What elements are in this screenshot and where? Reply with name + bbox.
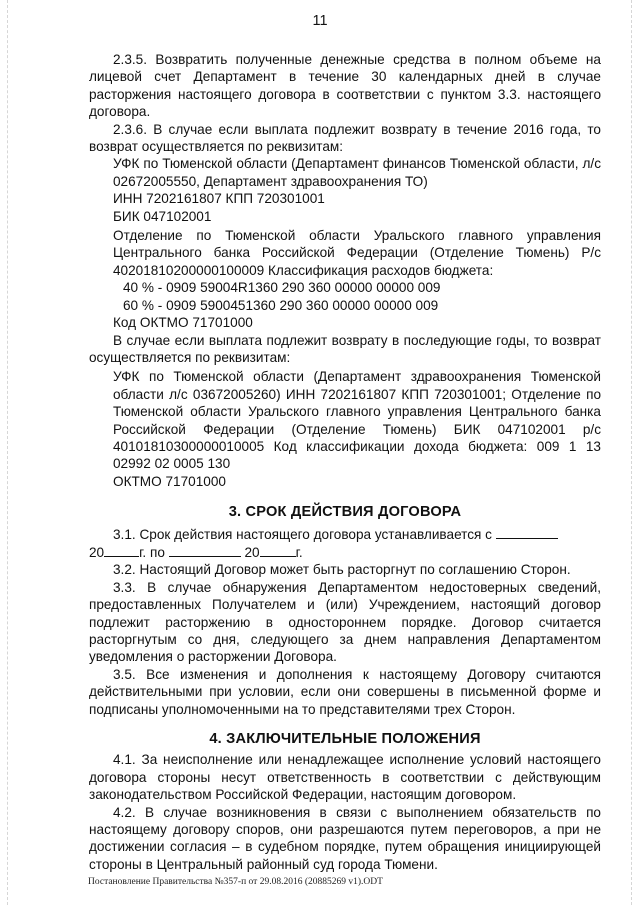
document-body [89,51,601,873]
clause-3-1-dates [89,545,303,560]
clause-2-3-5: 2.3.5. Возвратить полученные денежные средства в полном объеме на лицевой счет Департамент в течение 30 календарных дней в случае расторжения настоящего договора в соответствии с пунктом 3.3. настоящего договора. [89,52,601,120]
page-number: 11 [312,13,328,29]
section-3-title: 3. СРОК ДЕЙСТВИЯ ДОГОВОРА [228,504,462,521]
clause-4-2: 4.2. В случае возникновения в связи с выполнением обязательств по настоящему договору споров, они разрешаются путем переговоров, а при не достижении согласия – в судебном порядке, путем обращения инициирующей стороны в Центральный районный суд города Тюмени. [89,804,601,872]
clause-2-3-6: 2.3.6. В случае если выплата подлежит возврату в течение 2016 года, то возврат осуществляется по реквизитам: [89,121,601,155]
recipient-ufk-2016: УФК по Тюменской области (Департамент финансов Тюменской области, л/с 02672005550, Департамент здравоохранения ТО) [113,156,601,189]
bik-2016: БИК 047102001 [113,208,212,224]
footer-document-reference: Постановление Правительства №357-п от 29.08.2016 (20885269 v1).ODT [88,877,383,887]
clause-4-1: 4.1. За неисполнение или ненадлежащее исполнение условий настоящего договора стороны несут ответственность в соответствии с действующим законодательством Российской Федерации, настоящим договором. [89,752,601,803]
oktmo-2016: Код ОКТМО 71701000 [113,315,253,331]
right-page-edge [631,0,633,905]
clause-3-5: 3.5. Все изменения и дополнения к настоящему Договору считаются действительными при условии, если они совершены в письменной форме и подписаны уполномоченными на то представителями трех Сторон. [89,666,601,717]
section-4-title: 4. ЗАКЛЮЧИТЕЛЬНЫЕ ПОЛОЖЕНИЯ [209,731,481,748]
kbk-60-percent: 60 % - 0909 5900451360 290 360 00000 00000 009 [123,297,439,313]
bank-details-2016: Отделение по Тюменской области Уральского главного управления Центрального банка Российской Федерации (Отделение Тюмень) Р/с 40201810200000100009 Классификация расходов бюджета: [113,228,601,278]
clause-3-1 [89,525,601,562]
end-year-blank[interactable] [260,543,296,557]
later-years-details: УФК по Тюменской области (Департамент здравоохранения Тюменской области л/с 03672005260) ИНН 7202161807 КПП 720301001; Отделение по Тюменской области Уральского главного управления Центрального банка Российской Федерации (Отделение Тюмень) БИК 047102001 р/с 40101810300000010005 Код классификации дохода бюджета: 009 1 13 02992 02 0005 130 [113,369,601,472]
later-years-intro: В случае если выплата подлежит возврату в последующие годы, то возврат осуществляется по реквизитам: [89,332,601,365]
end-year-prefix: 20 [244,544,260,560]
start-year-prefix: 20 [89,544,105,560]
end-date-blank[interactable] [169,543,241,557]
clause-3-1-end: г. [295,544,303,560]
left-page-edge [7,0,9,905]
kbk-40-percent: 40 % - 0909 59004R1360 290 360 00000 00000 009 [123,280,441,296]
start-date-blank[interactable] [496,525,558,539]
start-year-blank[interactable] [104,543,139,557]
clause-3-2: 3.2. Настоящий Договор может быть расторгнут по соглашению Сторон. [113,562,571,578]
clause-3-3: 3.3. В случае обнаружения Департаментом недостоверных сведений, предоставленных Получателем и (или) Учреждением, настоящий договор подлежит расторжению в одностороннем порядке. Договор считается расторгнутым со дня, следующего за днем направления Департаментом уведомления о расторжении Договора. [89,579,601,665]
oktmo-later: ОКТМО 71701000 [113,473,226,489]
inn-kpp-2016: ИНН 7202161807 КПП 720301001 [113,191,325,207]
clause-3-1-mid: г. по [139,544,165,560]
clause-3-1-text: 3.1. Срок действия настоящего договора устанавливается с [113,526,492,542]
